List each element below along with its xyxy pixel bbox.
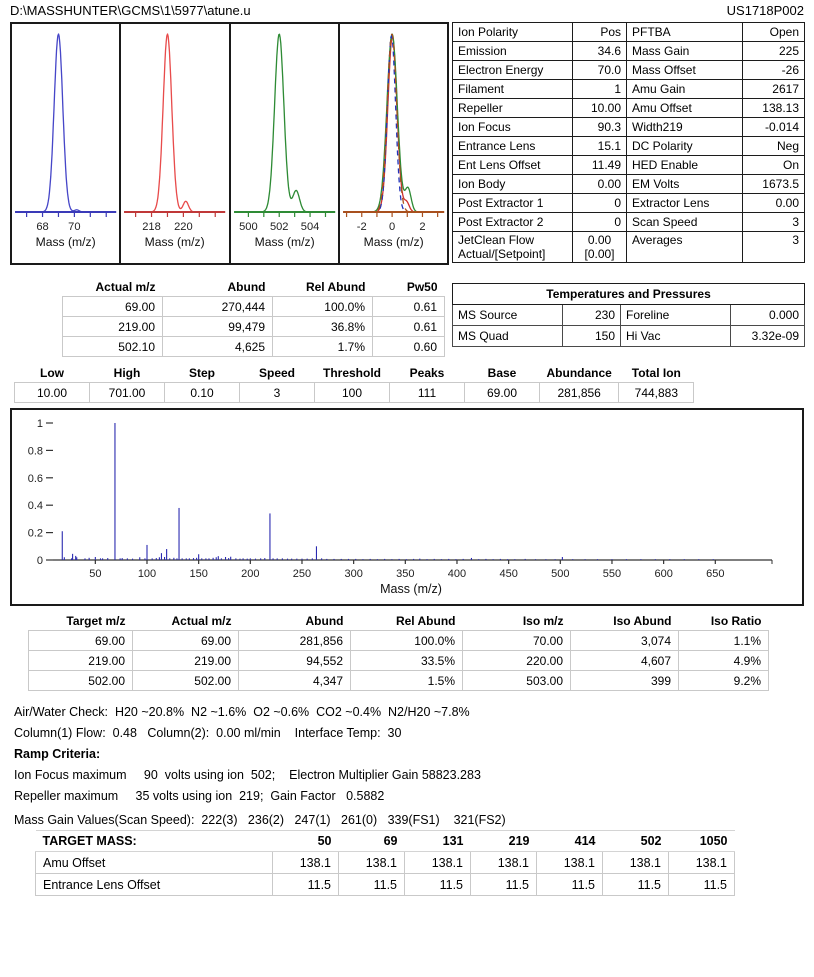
table-row [453, 213, 805, 232]
column-header: High [113, 366, 141, 380]
param-label: Repeller [453, 99, 573, 118]
table-row [453, 175, 805, 194]
column-header: Base [487, 366, 517, 380]
svg-text:100: 100 [137, 568, 157, 580]
param-label: Mass Offset [627, 61, 743, 80]
column-header: 414 [537, 831, 603, 852]
svg-text:0: 0 [36, 555, 43, 567]
cell: 0.60 [373, 337, 445, 357]
temperatures-pressures-table [452, 283, 805, 347]
profile-spectrum-panel [10, 408, 804, 606]
cell: 281,856 [540, 383, 619, 403]
table-row [453, 99, 805, 118]
column-header: 1050 [669, 831, 735, 852]
param-value: 34.6 [573, 42, 627, 61]
cell: 701.00 [90, 383, 165, 403]
column-header: Low [40, 366, 64, 380]
cell: 1.7% [273, 337, 373, 357]
cell: 150 [563, 326, 621, 347]
cell: 100 [315, 383, 390, 403]
param-label: Amu Offset [627, 99, 743, 118]
param-label: Entrance Lens [453, 137, 573, 156]
svg-text:Mass (m/z): Mass (m/z) [35, 235, 96, 249]
column-header: Speed [258, 366, 295, 380]
cell: 744,883 [619, 383, 694, 403]
column-header: Threshold [322, 366, 381, 380]
column-flow-line: Column(1) Flow: 0.48 Column(2): 0.00 ml/min Interface Temp: 30 [14, 726, 402, 740]
param-value: -0.014 [743, 118, 805, 137]
cell: 69.00 [63, 297, 163, 317]
column-header: Abund [227, 280, 266, 294]
cell: 138.1 [669, 852, 735, 874]
column-header: Actual m/z [171, 614, 232, 628]
table-header-row [453, 284, 805, 305]
cell: 502.10 [63, 337, 163, 357]
peak-profile-plot-overlay [340, 24, 447, 260]
cell: 0.10 [165, 383, 240, 403]
svg-text:250: 250 [292, 568, 312, 580]
cell: MS Quad [453, 326, 563, 347]
cell: 220.00 [463, 651, 571, 671]
svg-text:Mass (m/z): Mass (m/z) [254, 235, 315, 249]
cell: 138.1 [603, 852, 669, 874]
column-header: Peaks [409, 366, 445, 380]
param-label: Emission [453, 42, 573, 61]
param-value: 90.3 [573, 118, 627, 137]
cell: 11.5 [405, 874, 471, 896]
param-value: 0.00 [0.00] [573, 232, 627, 263]
table-row [29, 671, 769, 691]
svg-text:-2: -2 [356, 221, 367, 233]
tune-notes [14, 705, 506, 834]
table-row [63, 317, 445, 337]
table-row [63, 297, 445, 317]
cell: 138.1 [339, 852, 405, 874]
cell: 270,444 [163, 297, 273, 317]
table-header-row [15, 364, 694, 383]
cell: 1.5% [351, 671, 463, 691]
peak-plot-panel-219 [121, 24, 230, 263]
column-header: 50 [273, 831, 339, 852]
table-header-row [29, 612, 769, 631]
cell: 3.32e-09 [731, 326, 805, 347]
scan-parameters-table [14, 364, 694, 403]
cell: 0.61 [373, 297, 445, 317]
cell: 94,552 [239, 651, 351, 671]
column-header: Actual m/z [95, 280, 156, 294]
cell: 3 [240, 383, 315, 403]
cell: 33.5% [351, 651, 463, 671]
param-label: Mass Gain [627, 42, 743, 61]
peak-abundance-table [62, 278, 445, 357]
table-row [29, 631, 769, 651]
param-value: 0.00 [743, 194, 805, 213]
table-row [453, 23, 805, 42]
column-header: 69 [339, 831, 405, 852]
table-row [453, 232, 805, 263]
column-header: Abund [305, 614, 344, 628]
cell: 4,347 [239, 671, 351, 691]
cell: 502.00 [133, 671, 239, 691]
param-label: Ion Focus [453, 118, 573, 137]
row-label: Amu Offset [36, 852, 273, 874]
profile-spectrum-plot [12, 410, 801, 600]
param-value: 70.0 [573, 61, 627, 80]
table-row [453, 137, 805, 156]
param-label: Ion Body [453, 175, 573, 194]
cell: 4,625 [163, 337, 273, 357]
param-label: Extractor Lens [627, 194, 743, 213]
cell: 0.000 [731, 305, 805, 326]
peak-plot-panel-69 [12, 24, 121, 263]
param-value: 3 [743, 232, 805, 263]
table-header-row [63, 278, 445, 297]
row-label: Entrance Lens Offset [36, 874, 273, 896]
svg-text:502: 502 [269, 221, 289, 233]
param-label: Filament [453, 80, 573, 99]
table-row [63, 337, 445, 357]
param-value: 1 [573, 80, 627, 99]
svg-text:70: 70 [68, 221, 81, 233]
mass-gain-values-line: Mass Gain Values(Scan Speed): 222(3) 236(2) 247(1) 261(0) 339(FS1) 321(FS2) [14, 813, 506, 827]
peak-profile-plot-69 [12, 24, 119, 260]
svg-text:300: 300 [344, 568, 363, 580]
param-label: Amu Gain [627, 80, 743, 99]
cell: 69.00 [465, 383, 540, 403]
svg-text:50: 50 [89, 568, 102, 580]
cell: Hi Vac [621, 326, 731, 347]
ion-focus-ramp-line: Ion Focus maximum 90 volts using ion 502; Electron Multiplier Gain 58823.283 [14, 768, 481, 782]
cell: 11.5 [603, 874, 669, 896]
cell: 3,074 [571, 631, 679, 651]
svg-text:600: 600 [654, 568, 673, 580]
cell: 69.00 [29, 631, 133, 651]
cell: 230 [563, 305, 621, 326]
cell: 11.5 [537, 874, 603, 896]
peak-profile-plot-219 [121, 24, 228, 260]
file-path: D:\MASSHUNTER\GCMS\1\5977\atune.u [10, 3, 251, 18]
cell: 100.0% [273, 297, 373, 317]
target-tune-results-table [28, 612, 769, 691]
param-label: JetClean Flow Actual/[Setpoint] [453, 232, 573, 263]
instrument-id: US1718P002 [726, 3, 804, 18]
svg-text:500: 500 [551, 568, 570, 580]
svg-text:500: 500 [238, 221, 258, 233]
svg-text:0.4: 0.4 [27, 500, 43, 513]
column-header: Rel Abund [305, 280, 366, 294]
cell: 399 [571, 671, 679, 691]
table-row [29, 651, 769, 671]
param-value: 0 [573, 213, 627, 232]
tune-peak-plots [10, 22, 449, 265]
svg-text:0.6: 0.6 [27, 472, 43, 485]
param-label: Ent Lens Offset [453, 156, 573, 175]
svg-text:Mass (m/z): Mass (m/z) [144, 235, 205, 249]
cell: 219.00 [29, 651, 133, 671]
svg-text:0.2: 0.2 [27, 527, 43, 540]
table-row [453, 326, 805, 347]
param-value: 2617 [743, 80, 805, 99]
air-water-check-line: Air/Water Check: H20 ~20.8% N2 ~1.6% O2 ~0.6% CO2 ~0.4% N2/H20 ~7.8% [14, 705, 470, 719]
param-value: 3 [743, 213, 805, 232]
cell: 138.1 [405, 852, 471, 874]
param-value: 0.00 [573, 175, 627, 194]
cell: 219.00 [133, 651, 239, 671]
table-title: TARGET MASS: [36, 831, 273, 852]
cell: 11.5 [339, 874, 405, 896]
param-label: Post Extractor 1 [453, 194, 573, 213]
param-value: Neg [743, 137, 805, 156]
table-row [36, 852, 735, 874]
cell: 100.0% [351, 631, 463, 651]
cell: 11.5 [669, 874, 735, 896]
table-row [453, 194, 805, 213]
cell: 10.00 [15, 383, 90, 403]
column-header: 219 [471, 831, 537, 852]
param-label: Averages [627, 232, 743, 263]
table-row [36, 874, 735, 896]
param-value: 11.49 [573, 156, 627, 175]
cell: 502.00 [29, 671, 133, 691]
table-row [15, 383, 694, 403]
tune-parameters-table [452, 22, 805, 263]
cell: Foreline [621, 305, 731, 326]
param-value: On [743, 156, 805, 175]
column-header: Target m/z [66, 614, 126, 628]
cell: 111 [390, 383, 465, 403]
param-value: Pos [573, 23, 627, 42]
cell: 36.8% [273, 317, 373, 337]
param-value: 0 [573, 194, 627, 213]
cell: 69.00 [133, 631, 239, 651]
table-row [453, 61, 805, 80]
cell: 1.1% [679, 631, 769, 651]
svg-text:650: 650 [706, 568, 725, 580]
param-label: Width219 [627, 118, 743, 137]
repeller-ramp-line: Repeller maximum 35 volts using ion 219; Gain Factor 0.5882 [14, 789, 385, 803]
column-header: Pw50 [406, 280, 438, 294]
svg-text:550: 550 [602, 568, 622, 580]
column-header: Abundance [546, 366, 612, 380]
cell: 11.5 [471, 874, 537, 896]
param-value: -26 [743, 61, 805, 80]
cell: 219.00 [63, 317, 163, 337]
column-header: Step [188, 366, 215, 380]
cell: 4,607 [571, 651, 679, 671]
column-header: 502 [603, 831, 669, 852]
cell: 4.9% [679, 651, 769, 671]
svg-text:1: 1 [36, 418, 43, 430]
cell: MS Source [453, 305, 563, 326]
param-value: 10.00 [573, 99, 627, 118]
cell: 0.61 [373, 317, 445, 337]
report-header [10, 3, 804, 18]
table-row [453, 80, 805, 99]
param-value: 138.13 [743, 99, 805, 118]
column-header: Rel Abund [395, 614, 456, 628]
column-header: Total Ion [631, 366, 681, 380]
svg-text:68: 68 [36, 221, 49, 233]
svg-text:504: 504 [300, 221, 319, 233]
table-row [453, 118, 805, 137]
cell: 99,479 [163, 317, 273, 337]
target-mass-table [35, 830, 735, 896]
svg-text:Mass (m/z): Mass (m/z) [363, 235, 424, 249]
param-label: DC Polarity [627, 137, 743, 156]
param-value: Open [743, 23, 805, 42]
param-label: Ion Polarity [453, 23, 573, 42]
svg-text:200: 200 [241, 568, 260, 580]
param-value: 225 [743, 42, 805, 61]
param-value: 15.1 [573, 137, 627, 156]
param-label: EM Volts [627, 175, 743, 194]
cell: 70.00 [463, 631, 571, 651]
table-row [453, 305, 805, 326]
svg-text:218: 218 [142, 221, 162, 233]
cell: 138.1 [273, 852, 339, 874]
svg-text:0.8: 0.8 [27, 445, 43, 458]
svg-text:150: 150 [189, 568, 208, 580]
svg-text:Mass (m/z): Mass (m/z) [380, 582, 442, 596]
cell: 11.5 [273, 874, 339, 896]
svg-text:0: 0 [388, 221, 395, 233]
column-header: Iso Abund [613, 614, 672, 628]
param-label: Scan Speed [627, 213, 743, 232]
svg-text:400: 400 [447, 568, 467, 580]
column-header: Iso Ratio [710, 614, 762, 628]
ramp-criteria-title: Ramp Criteria: [14, 747, 101, 761]
cell: 503.00 [463, 671, 571, 691]
param-label: HED Enable [627, 156, 743, 175]
svg-text:220: 220 [174, 221, 193, 233]
column-header: 131 [405, 831, 471, 852]
cell: 138.1 [537, 852, 603, 874]
cell: 9.2% [679, 671, 769, 691]
table-row [453, 156, 805, 175]
cell: 138.1 [471, 852, 537, 874]
peak-plot-panel-502 [231, 24, 340, 263]
svg-text:350: 350 [396, 568, 415, 580]
table-title: Temperatures and Pressures [453, 284, 805, 305]
svg-text:450: 450 [499, 568, 518, 580]
param-label: Electron Energy [453, 61, 573, 80]
peak-profile-plot-502 [231, 24, 338, 260]
column-header: Iso m/z [522, 614, 564, 628]
table-header-row [36, 831, 735, 852]
cell: 281,856 [239, 631, 351, 651]
svg-text:2: 2 [419, 221, 426, 233]
param-label: PFTBA [627, 23, 743, 42]
param-label: Post Extractor 2 [453, 213, 573, 232]
peak-plot-panel-overlay [340, 24, 447, 263]
table-row [453, 42, 805, 61]
param-value: 1673.5 [743, 175, 805, 194]
